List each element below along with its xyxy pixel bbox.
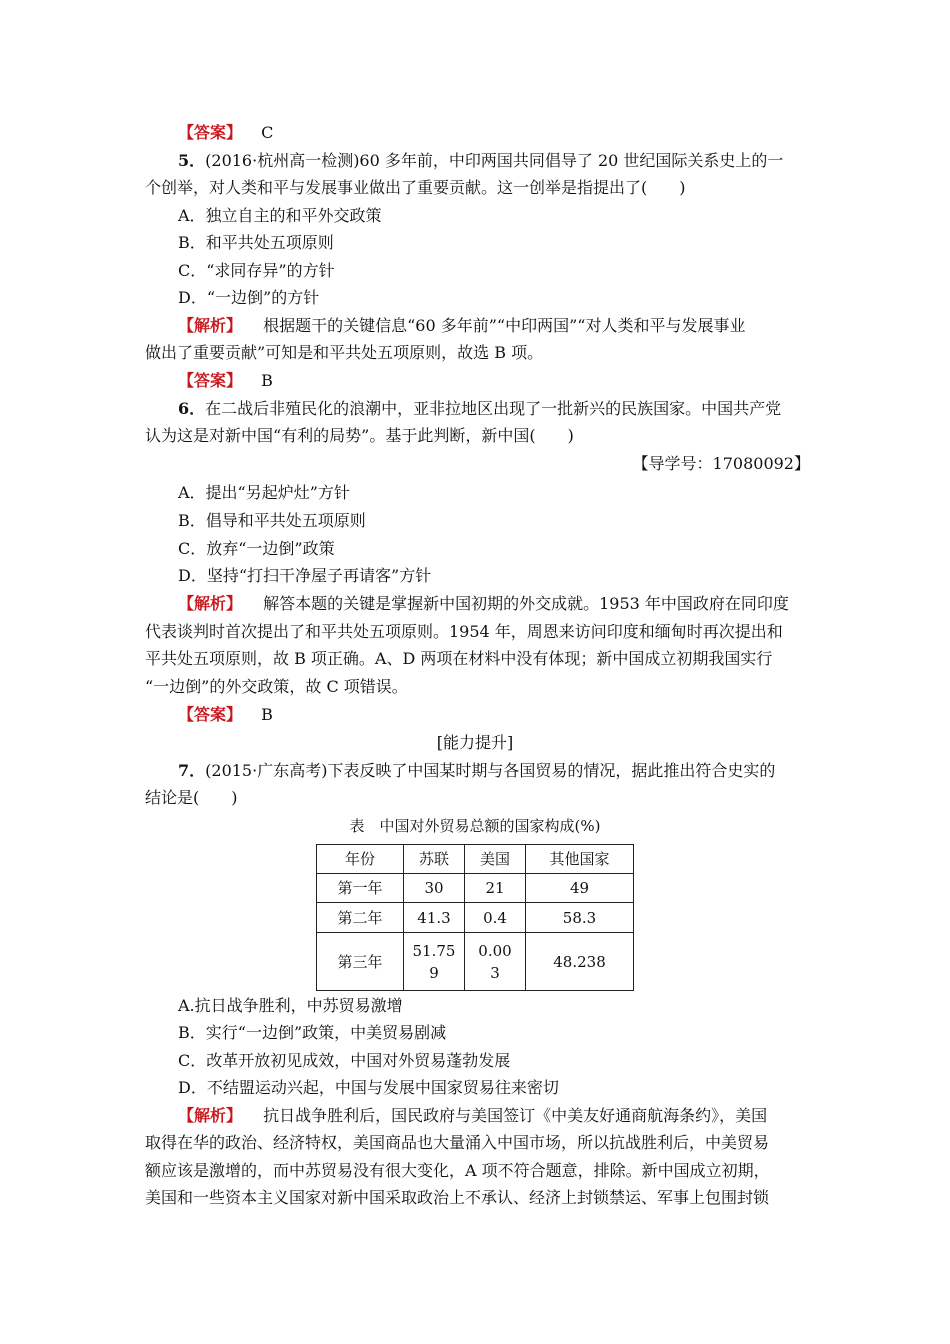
q6-analysis-line1 (178, 593, 789, 615)
table-cell (404, 933, 465, 991)
table-cell: 第三年 (317, 933, 404, 991)
answer-tag: 【答案】 (178, 371, 243, 390)
answer-tag: 【答案】 (178, 123, 243, 142)
q6-option-d: D．坚持“打扫干净屋子再请客”方针 (178, 566, 432, 585)
q7-option-a: A.抗日战争胜利，中苏贸易激增 (178, 996, 403, 1015)
q5-analysis-line2: 做出了重要贡献”可知是和平共处五项原则，故选 B 项。 (145, 343, 544, 362)
q6-option-c: C．放弃“一边倒”政策 (178, 539, 335, 558)
q5-stem-line2: 个创举，对人类和平与发展事业做出了重要贡献。这一创举是指提出了( ) (145, 178, 686, 197)
table-cell: 21 (465, 874, 526, 903)
analysis-text: 解答本题的关键是掌握新中国初期的外交成就。1953 年中国政府在同印度 (263, 594, 789, 613)
q7-analysis-line3: 额应该是激增的，而中苏贸易没有很大变化，A 项不符合题意，排除。新中国成立初期， (145, 1161, 770, 1180)
q6-analysis-line2: 代表谈判时首次提出了和平共处五项原则。1954 年，周恩来访问印度和缅甸时再次提出和 (145, 622, 783, 641)
table-cell: 48.238 (526, 933, 634, 991)
stem-text: (2015·广东高考)下表反映了中国某时期与各国贸易的情况，据此推出符合史实的 (205, 761, 776, 780)
cell-line: 9 (429, 963, 439, 982)
table-header-row (317, 845, 634, 874)
cell-line: 3 (490, 963, 500, 982)
q5-option-a: A．独立自主的和平外交政策 (178, 206, 382, 225)
analysis-tag: 【解析】 (178, 1106, 243, 1125)
q7-option-d: D．不结盟运动兴起，中国与发展中国家贸易往来密切 (178, 1078, 559, 1097)
answer-value: C (261, 123, 274, 142)
answer-value: B (261, 371, 273, 390)
table-cell: 41.3 (404, 903, 465, 933)
q7-option-c: C．改革开放初见成效，中国对外贸易蓬勃发展 (178, 1051, 511, 1070)
q6-option-b: B．倡导和平共处五项原则 (178, 511, 366, 530)
q7-stem-line2: 结论是( ) (145, 788, 238, 807)
q6-answer (178, 704, 273, 726)
q5-option-c: C．“求同存异”的方针 (178, 261, 335, 280)
header-cell: 年份 (317, 845, 404, 874)
stem-text: 在二战后非殖民化的浪潮中，亚非拉地区出现了一批新兴的民族国家。中国共产党 (205, 399, 782, 418)
q6-analysis-line3: 平共处五项原则，故 B 项正确。A、D 两项在材料中没有体现；新中国成立初期我国实行 (145, 649, 773, 668)
question-number: 5． (178, 151, 206, 170)
table-cell: 49 (526, 874, 634, 903)
table-row (317, 903, 634, 933)
q7-analysis-line2: 取得在华的政治、经济特权，美国商品也大量涌入中国市场，所以抗战胜利后，中美贸易 (145, 1133, 770, 1152)
q6-analysis-line4: “一边倒”的外交政策，故 C 项错误。 (145, 677, 408, 696)
q5-answer (178, 370, 273, 392)
analysis-text: 根据题干的关键信息“60 多年前”“中印两国”“对人类和平与发展事业 (263, 316, 746, 335)
table-cell: 第二年 (317, 903, 404, 933)
q7-analysis-line1 (178, 1105, 767, 1127)
q6-stem-line2: 认为这是对新中国“有利的局势”。基于此判断，新中国( ) (145, 426, 574, 445)
q5-option-b: B．和平共处五项原则 (178, 233, 334, 252)
question-number: 6． (178, 399, 206, 418)
guide-number: 【导学号：17080092】 (632, 454, 810, 473)
table-cell: 0.4 (465, 903, 526, 933)
q4-answer (178, 122, 273, 144)
answer-value: B (261, 705, 273, 724)
analysis-text: 抗日战争胜利后，国民政府与美国签订《中美友好通商航海条约》，美国 (263, 1106, 768, 1125)
q6-option-a: A．提出“另起炉灶”方针 (178, 483, 350, 502)
trade-table (316, 844, 634, 991)
header-cell: 美国 (465, 845, 526, 874)
cell-line: 0.00 (478, 941, 512, 960)
table-title: 表 中国对外贸易总额的国家构成(%) (349, 817, 601, 835)
question-number: 7． (178, 761, 206, 780)
q5-stem-line1 (178, 150, 783, 172)
q5-analysis-line1 (178, 315, 745, 337)
table-cell (465, 933, 526, 991)
table-cell: 第一年 (317, 874, 404, 903)
analysis-tag: 【解析】 (178, 594, 243, 613)
section-title: [能力提升] (436, 733, 514, 752)
answer-tag: 【答案】 (178, 705, 243, 724)
table-cell: 30 (404, 874, 465, 903)
table-row (317, 933, 634, 991)
q7-stem-line1 (178, 760, 775, 782)
q5-option-d: D．“一边倒”的方针 (178, 288, 320, 307)
q7-analysis-line4: 美国和一些资本主义国家对新中国采取政治上不承认、经济上封锁禁运、军事上包围封锁 (145, 1188, 770, 1207)
analysis-tag: 【解析】 (178, 316, 243, 335)
header-cell: 其他国家 (526, 845, 634, 874)
q6-stem-line1 (178, 398, 781, 420)
stem-text: (2016·杭州高一检测)60 多年前，中印两国共同倡导了 20 世纪国际关系史上的一 (205, 151, 784, 170)
header-cell: 苏联 (404, 845, 465, 874)
table-row (317, 874, 634, 903)
table-cell: 58.3 (526, 903, 634, 933)
cell-line: 51.75 (412, 941, 456, 960)
q7-option-b: B．实行“一边倒”政策，中美贸易剧减 (178, 1023, 447, 1042)
